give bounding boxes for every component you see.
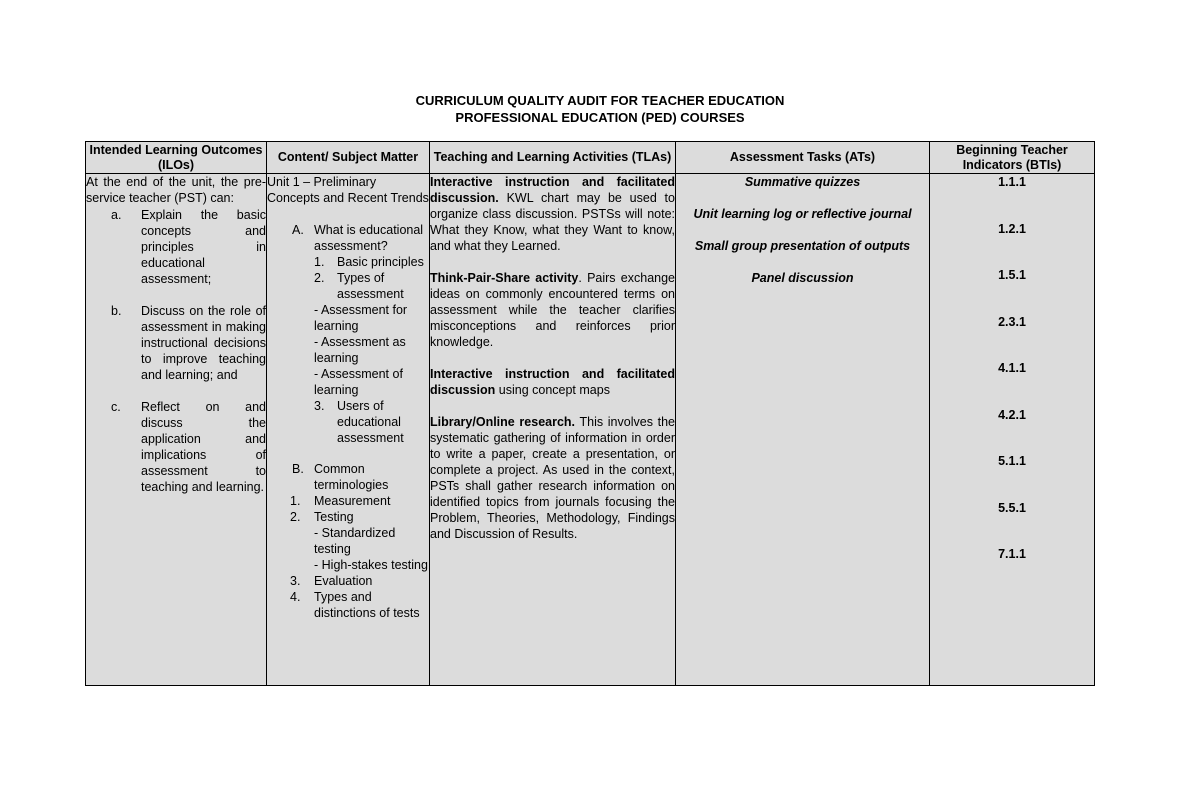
tla-paragraph — [430, 414, 675, 542]
ilo-item — [86, 207, 266, 287]
tlas-cell — [430, 174, 676, 686]
bti-code: 1.5.1 — [998, 268, 1026, 282]
ilos-intro: At the end of the unit, the pre-service teacher (PST) can: — [86, 175, 266, 205]
content-text: Common terminologies — [314, 462, 389, 492]
content-text: Measurement — [314, 494, 391, 508]
tla-paragraph — [430, 174, 675, 254]
ilo-item — [86, 399, 266, 495]
content-item — [267, 493, 429, 509]
ats-cell — [676, 174, 930, 686]
ilo-text: Discuss on the role of assessment in making instructional decisions to improve teaching and learning; and — [141, 304, 266, 382]
title-line-1: CURRICULUM QUALITY AUDIT FOR TEACHER EDUCATION — [415, 93, 785, 108]
content-item — [267, 461, 429, 493]
bti-code: 4.1.1 — [998, 361, 1026, 375]
content-text: Types of assessment — [337, 271, 404, 301]
content-item — [267, 222, 429, 254]
bti-code: 1.2.1 — [998, 221, 1026, 236]
header-ilos: Intended Learning Outcomes (ILOs) — [86, 142, 267, 174]
audit-table — [85, 141, 1095, 686]
header-ats: Assessment Tasks (ATs) — [676, 142, 930, 174]
tla-paragraph — [430, 366, 675, 398]
tla-text: This involves the systematic gathering of information in order to write a paper, create a presentation, or complete a project. As used in the context, PSTs shall gather research information on identified topics from journals focusing the Problem, Theories, Methodology, Findings and Discussion of Results. — [430, 415, 675, 541]
tla-text: using concept maps — [495, 383, 610, 397]
title-line-2: PROFESSIONAL EDUCATION (PED) COURSES — [455, 110, 745, 125]
ilo-letter: b. — [111, 304, 122, 318]
page-title — [0, 92, 1200, 126]
ilo-letter: c. — [111, 400, 121, 414]
header-tlas: Teaching and Learning Activities (TLAs) — [430, 142, 676, 174]
btis-cell — [930, 174, 1095, 686]
content-text: Evaluation — [314, 574, 373, 588]
content-item — [267, 254, 429, 270]
content-cell — [267, 174, 430, 686]
content-subitem: - Assessment as learning — [314, 335, 406, 365]
ilo-text: Explain the basic concepts and principles in educational assessment; — [141, 208, 266, 286]
content-text: Users of educational assessment — [337, 399, 404, 445]
content-item — [267, 509, 429, 525]
ilo-letter: a. — [111, 208, 122, 222]
tla-heading: Think-Pair-Share activity — [430, 271, 579, 285]
content-marker: 1. — [290, 494, 301, 508]
content-subitem: - Assessment of learning — [314, 367, 403, 397]
content-subitem: - High-stakes testing — [314, 558, 428, 572]
ilo-text: Reflect on and discuss the application and implications of assessment to teaching and learning. — [141, 400, 266, 494]
bti-code: 1.1.1 — [998, 175, 1026, 189]
content-item — [267, 398, 429, 446]
bti-code: 7.1.1 — [998, 547, 1026, 561]
content-marker: 3. — [314, 399, 325, 413]
tla-heading: Interactive instruction and facilitated discussion. — [430, 175, 675, 205]
tla-text: KWL chart may be used to organize class discussion. PSTSs will note: What they Know, what they Want to know, and what they Learned. — [430, 191, 675, 253]
assessment-task: Panel discussion — [751, 271, 854, 285]
content-item — [267, 589, 429, 621]
content-item — [267, 573, 429, 589]
tla-heading: Interactive instruction and facilitated discussion — [430, 367, 675, 397]
content-marker: 2. — [314, 271, 325, 285]
assessment-task: Small group presentation of outputs — [694, 239, 911, 253]
content-item — [267, 270, 429, 302]
bti-code: 5.5.1 — [998, 500, 1026, 515]
content-subitem: - Assessment for learning — [314, 303, 408, 333]
header-content: Content/ Subject Matter — [267, 142, 430, 174]
content-marker: 4. — [290, 590, 301, 604]
content-marker: 3. — [290, 574, 301, 588]
bti-code: 5.1.1 — [998, 454, 1026, 468]
bti-code: 4.2.1 — [998, 407, 1026, 422]
content-marker: B. — [292, 462, 304, 476]
content-text: Basic principles — [337, 255, 424, 269]
unit-title: Unit 1 – Preliminary Concepts and Recent Trends — [267, 175, 429, 205]
assessment-task: Unit learning log or reflective journal — [693, 207, 912, 221]
ilos-cell — [86, 174, 267, 686]
content-marker: A. — [292, 223, 304, 237]
content-subitem: - Standardized testing — [314, 526, 396, 556]
content-text: Types and distinctions of tests — [314, 590, 420, 620]
table-header-row — [86, 142, 1095, 174]
bti-code: 2.3.1 — [998, 314, 1026, 329]
assessment-task: Summative quizzes — [744, 175, 861, 189]
header-btis: Beginning Teacher Indicators (BTIs) — [930, 142, 1095, 174]
tla-heading: Library/Online research. — [430, 415, 576, 429]
tla-paragraph — [430, 270, 675, 350]
content-text: Testing — [314, 510, 354, 524]
content-marker: 2. — [290, 510, 301, 524]
content-marker: 1. — [314, 255, 325, 269]
ilo-item — [86, 303, 266, 383]
tla-text: . Pairs exchange ideas on commonly encountered terms on assessment while the teacher clarifies misconceptions and reinforces prior knowledge. — [430, 271, 676, 349]
content-text: What is educational assessment? — [314, 223, 424, 253]
table-row — [86, 174, 1095, 686]
